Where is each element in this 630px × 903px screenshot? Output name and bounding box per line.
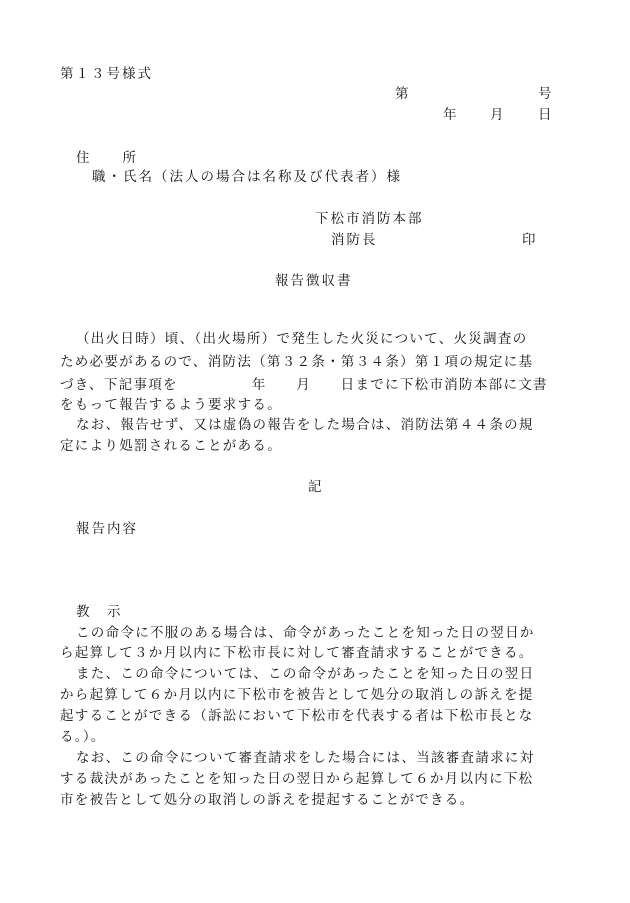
- kyoji-line-5: 起することができる（訴訟において下松市を代表する者は下松市長とな: [60, 708, 534, 724]
- doc-number-prefix: 第: [395, 86, 411, 102]
- body-line-5: なお、報告せず、又は虚偽の報告をした場合は、消防法第４４条の規: [76, 417, 534, 433]
- kyoji-line-4: から起算して６か月以内に下松市を被告として処分の取消しの訴えを提: [60, 687, 534, 703]
- body-line-4: をもって報告するよう要求する。: [60, 397, 282, 413]
- body-line-6: 定により処罰されることがある。: [60, 438, 282, 454]
- body-line-1: （出火日時）頃、（出火場所）で発生した火災について、火災調査の: [76, 331, 528, 347]
- body-line-2: ため必要があるので、消防法（第３２条・第３４条）第１項の規定に基: [60, 354, 534, 370]
- kyoji-line-8: する裁決があったことを知った日の翌日から起算して６か月以内に下松: [60, 771, 534, 787]
- report-content-label: 報告内容: [76, 521, 138, 537]
- date-year: 年: [443, 107, 459, 123]
- form-number: 第１３号様式: [60, 66, 153, 82]
- date-day: 日: [538, 107, 554, 123]
- kyoji-heading: 教 示: [76, 604, 123, 620]
- kyoji-line-3: また、この命令については、この命令があったことを知った日の翌日: [76, 666, 535, 682]
- doc-number-suffix: 号: [538, 86, 554, 102]
- kyoji-line-7: なお、この命令について審査請求をした場合には、当該審査請求に対: [76, 750, 535, 766]
- ki-label: 記: [308, 479, 324, 495]
- sender-org: 下松市消防本部: [315, 211, 424, 227]
- sender-title: 消防長: [331, 232, 378, 248]
- date-month: 月: [490, 107, 506, 123]
- kyoji-line-6: る。）。: [60, 729, 106, 745]
- kyoji-line-9: 市を被告として処分の取消しの訴えを提起することができる。: [60, 792, 475, 808]
- body-line-3: づき、下記事項を 年 月 日までに下松市消防本部に文書: [60, 377, 548, 393]
- kyoji-line-1: この命令に不服のある場合は、命令があったことを知った日の翌日か: [76, 625, 535, 641]
- recipient-name: 職・氏名（法人の場合は名称及び代表者）様: [92, 169, 402, 185]
- recipient-address: 住 所: [76, 150, 138, 166]
- sender-seal: 印: [522, 232, 538, 248]
- doc-title: 報告徴収書: [275, 273, 353, 289]
- kyoji-line-2: ら起算して３か月以内に下松市長に対して審査請求することができる。: [60, 645, 534, 661]
